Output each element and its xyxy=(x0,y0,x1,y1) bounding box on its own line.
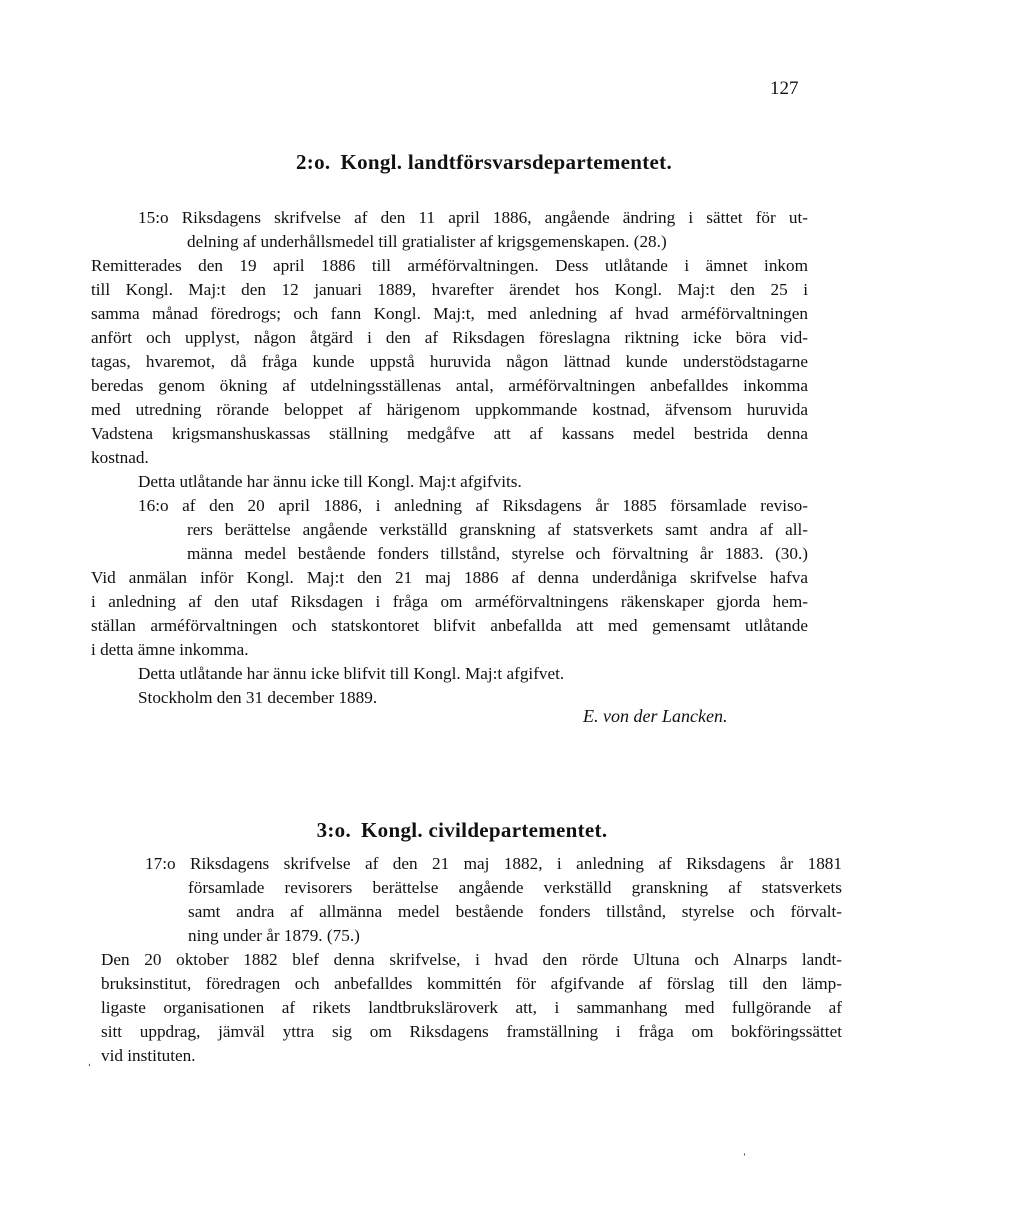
text-line: ning under år 1879. (75.) xyxy=(188,926,360,945)
text-line: anfört och upplyst, någon åtgärd i den af Riksdagen föreslagna riktning icke böra vid- xyxy=(91,328,808,347)
text-line: sitt uppdrag, jämväl yttra sig om Riksdagens framställning i fråga om bokföringssättet xyxy=(101,1022,842,1041)
section-heading-civil xyxy=(0,818,974,843)
text-line: kostnad. xyxy=(91,448,149,467)
text-line: församlade revisorers berättelse angående verkställd granskning af statsverkets xyxy=(188,878,842,897)
text-line: beredas genom ökning af utdelningsställenas antal, arméförvaltningen anbefalldes inkomma xyxy=(91,376,808,395)
page-number: 127 xyxy=(770,78,799,99)
text-line: i detta ämne inkomma. xyxy=(91,640,249,659)
text-line: 17:o Riksdagens skrifvelse af den 21 maj 1882, i anledning af Riksdagens år 1881 xyxy=(145,854,842,873)
text-line: 15:o Riksdagens skrifvelse af den 11 april 1886, angående ändring i sättet för ut- xyxy=(138,208,808,227)
text-line: till Kongl. Maj:t den 12 januari 1889, hvarefter ärendet hos Kongl. Maj:t den 25 i xyxy=(91,280,808,299)
text-line: samma månad föredrogs; och fann Kongl. Maj:t, med anledning af hvad arméförvaltningen xyxy=(91,304,808,323)
text-line: Vadstena krigsmanshuskassas ställning medgåfve att af kassans medel bestrida denna xyxy=(91,424,808,443)
section-heading-landtforsvar xyxy=(0,150,996,175)
text-line: männa medel bestående fonders tillstånd, styrelse och förvaltning år 1883. (30.) xyxy=(187,544,808,563)
section-title: Kongl. civildepartementet. xyxy=(361,818,608,842)
text-line: rers berättelse angående verkställd granskning af statsverkets samt andra af all- xyxy=(187,520,808,539)
text-line: ligaste organisationen af rikets landtbrukslärоverk att, i sammanhang med fullgörande af xyxy=(101,998,842,1017)
text-line: delning af underhållsmedel till gratialister af krigsgemenskapen. (28.) xyxy=(187,232,667,251)
text-line: 16:o af den 20 april 1886, i anledning af Riksdagens år 1885 församlade reviso- xyxy=(138,496,808,515)
text-line: Den 20 oktober 1882 blef denna skrifvelse, i hvad den rörde Ultuna och Alnarps landt- xyxy=(101,950,842,969)
section-number: 3:o. xyxy=(316,818,352,842)
text-line: ställan arméförvaltningen och statskontoret blifvit anbefallda att med gemensamt utlåtande xyxy=(91,616,808,635)
text-line: bruksinstitut, föredragen och anbefalldes kommittén för afgifvande af förslag till den lämp- xyxy=(101,974,842,993)
text-line: Vid anmälan inför Kongl. Maj:t den 21 maj 1886 af denna underdåniga skrifvelse hafva xyxy=(91,568,808,587)
section-title: Kongl. landtförsvarsdepartementet. xyxy=(340,150,673,174)
text-line: tagas, hvaremot, då fråga kunde uppstå huruvida någon lättnad kunde understödstagarne xyxy=(91,352,808,371)
place-date-line: Stockholm den 31 december 1889. xyxy=(138,688,378,707)
text-line: vid instituten. xyxy=(101,1046,196,1065)
text-line: Remitterades den 19 april 1886 till arméförvaltningen. Dess utlåtande i ämnet inkom xyxy=(91,256,808,275)
text-line: med utredning rörande beloppet af härigenom uppkommande kostnad, äfvensom huruvida xyxy=(91,400,808,419)
stray-mark: ˌ xyxy=(87,1052,92,1067)
text-line: samt andra af allmänna medel bestående fonders tillstånd, styrelse och förvalt- xyxy=(188,902,842,921)
text-line: i anledning af den utaf Riksdagen i fråga om arméförvaltningens räkenskaper gjorda hem- xyxy=(91,592,808,611)
signature: E. von der Lancken. xyxy=(583,706,728,726)
text-line: Detta utlåtande har ännu icke till Kongl. Maj:t afgifvits. xyxy=(138,472,522,491)
text-line: Detta utlåtande har ännu icke blifvit till Kongl. Maj:t afgifvet. xyxy=(138,664,565,683)
section-number: 2:o. xyxy=(295,150,331,174)
stray-mark: ˈ xyxy=(742,1152,747,1167)
